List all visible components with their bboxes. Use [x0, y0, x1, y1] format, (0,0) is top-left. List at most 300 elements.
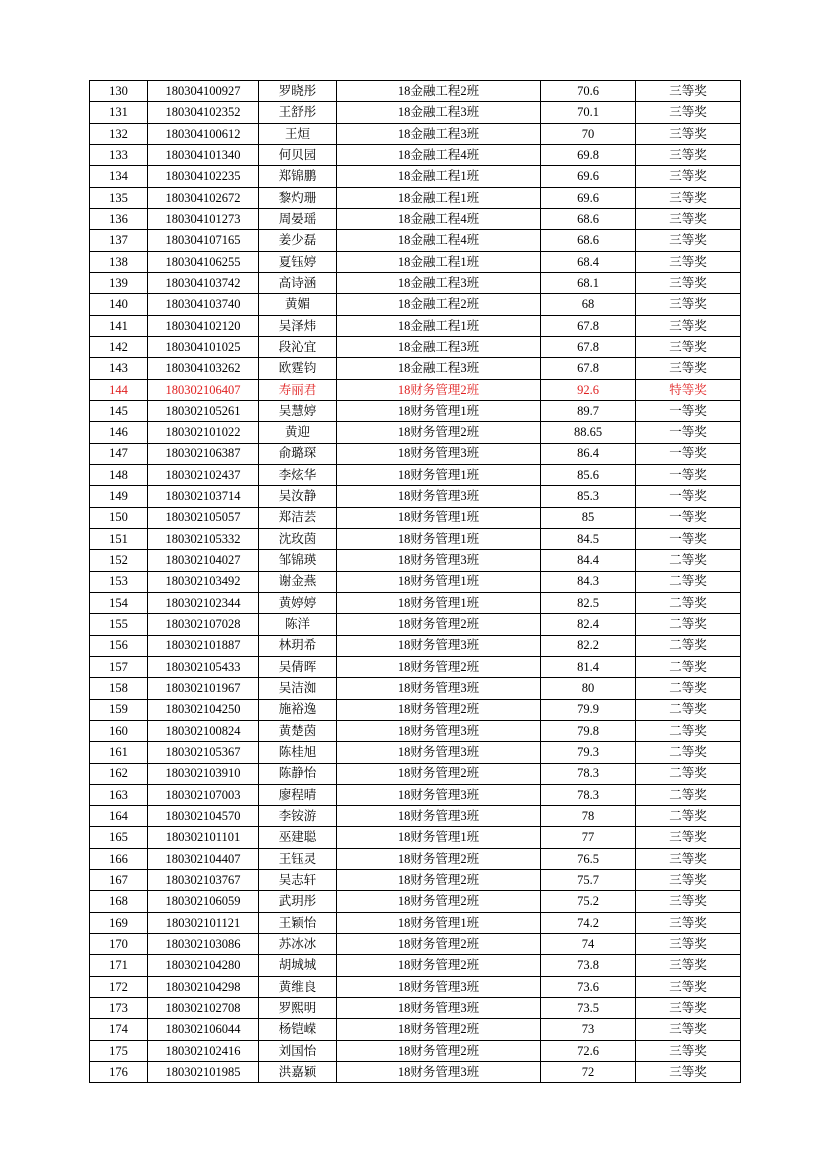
cell-score: 89.7	[541, 400, 636, 421]
cell-award: 二等奖	[636, 614, 741, 635]
cell-student-id: 180302106059	[148, 891, 259, 912]
cell-rank: 154	[90, 592, 148, 613]
cell-rank: 134	[90, 166, 148, 187]
cell-name: 苏冰冰	[259, 934, 337, 955]
cell-class: 18金融工程3班	[337, 358, 541, 379]
cell-name: 李炫华	[259, 464, 337, 485]
cell-student-id: 180302101022	[148, 422, 259, 443]
table-row	[90, 81, 741, 102]
cell-student-id: 180304102352	[148, 102, 259, 123]
cell-class: 18财务管理2班	[337, 614, 541, 635]
cell-rank: 155	[90, 614, 148, 635]
cell-score: 68	[541, 294, 636, 315]
cell-class: 18财务管理2班	[337, 1019, 541, 1040]
cell-award: 三等奖	[636, 891, 741, 912]
cell-class: 18财务管理2班	[337, 422, 541, 443]
cell-class: 18财务管理3班	[337, 443, 541, 464]
cell-award: 三等奖	[636, 123, 741, 144]
cell-score: 69.6	[541, 187, 636, 208]
cell-rank: 153	[90, 571, 148, 592]
cell-class: 18财务管理3班	[337, 806, 541, 827]
cell-score: 68.4	[541, 251, 636, 272]
cell-award: 一等奖	[636, 422, 741, 443]
cell-name: 俞璐琛	[259, 443, 337, 464]
cell-name: 杨铠嵘	[259, 1019, 337, 1040]
cell-class: 18金融工程2班	[337, 294, 541, 315]
award-results-table	[89, 80, 741, 1083]
cell-award: 二等奖	[636, 784, 741, 805]
cell-award: 一等奖	[636, 486, 741, 507]
cell-class: 18财务管理1班	[337, 912, 541, 933]
cell-name: 姜少磊	[259, 230, 337, 251]
table-row	[90, 208, 741, 229]
table-row	[90, 827, 741, 848]
cell-rank: 169	[90, 912, 148, 933]
cell-score: 68.6	[541, 230, 636, 251]
cell-rank: 137	[90, 230, 148, 251]
table-row	[90, 144, 741, 165]
cell-class: 18财务管理2班	[337, 656, 541, 677]
cell-rank: 138	[90, 251, 148, 272]
cell-rank: 168	[90, 891, 148, 912]
table-row	[90, 614, 741, 635]
cell-student-id: 180302104570	[148, 806, 259, 827]
cell-award: 三等奖	[636, 81, 741, 102]
table-row	[90, 123, 741, 144]
cell-award: 一等奖	[636, 528, 741, 549]
cell-class: 18金融工程2班	[337, 81, 541, 102]
cell-award: 一等奖	[636, 400, 741, 421]
cell-award: 一等奖	[636, 507, 741, 528]
cell-award: 三等奖	[636, 208, 741, 229]
cell-student-id: 180304103740	[148, 294, 259, 315]
cell-class: 18财务管理1班	[337, 592, 541, 613]
cell-score: 72	[541, 1062, 636, 1083]
cell-score: 70.6	[541, 81, 636, 102]
cell-award: 三等奖	[636, 315, 741, 336]
cell-name: 沈玫茵	[259, 528, 337, 549]
table-row	[90, 720, 741, 741]
cell-student-id: 180302104027	[148, 550, 259, 571]
table-row	[90, 336, 741, 357]
cell-class: 18金融工程3班	[337, 123, 541, 144]
cell-name: 洪嘉颖	[259, 1062, 337, 1083]
cell-student-id: 180304101340	[148, 144, 259, 165]
cell-student-id: 180302107003	[148, 784, 259, 805]
cell-name: 武玥彤	[259, 891, 337, 912]
table-row	[90, 998, 741, 1019]
cell-class: 18财务管理2班	[337, 955, 541, 976]
table-row	[90, 400, 741, 421]
cell-rank: 139	[90, 272, 148, 293]
cell-rank: 149	[90, 486, 148, 507]
cell-name: 罗熙明	[259, 998, 337, 1019]
cell-score: 68.1	[541, 272, 636, 293]
table-row	[90, 912, 741, 933]
cell-rank: 150	[90, 507, 148, 528]
cell-class: 18财务管理2班	[337, 891, 541, 912]
cell-class: 18金融工程1班	[337, 187, 541, 208]
cell-rank: 131	[90, 102, 148, 123]
cell-rank: 157	[90, 656, 148, 677]
cell-award: 三等奖	[636, 166, 741, 187]
cell-student-id: 180304102120	[148, 315, 259, 336]
cell-student-id: 180302105367	[148, 742, 259, 763]
cell-student-id: 180304107165	[148, 230, 259, 251]
cell-rank: 156	[90, 635, 148, 656]
table-row	[90, 507, 741, 528]
cell-student-id: 180302101967	[148, 678, 259, 699]
cell-student-id: 180302103492	[148, 571, 259, 592]
cell-rank: 159	[90, 699, 148, 720]
cell-class: 18财务管理2班	[337, 763, 541, 784]
cell-student-id: 180302106044	[148, 1019, 259, 1040]
cell-student-id: 180302105433	[148, 656, 259, 677]
table-row	[90, 443, 741, 464]
cell-name: 吴洁洳	[259, 678, 337, 699]
cell-name: 周晏瑶	[259, 208, 337, 229]
cell-class: 18金融工程3班	[337, 272, 541, 293]
cell-name: 郑洁芸	[259, 507, 337, 528]
cell-name: 黎灼珊	[259, 187, 337, 208]
table-row	[90, 870, 741, 891]
cell-score: 92.6	[541, 379, 636, 400]
cell-award: 三等奖	[636, 230, 741, 251]
cell-class: 18财务管理3班	[337, 998, 541, 1019]
cell-rank: 167	[90, 870, 148, 891]
cell-score: 73.5	[541, 998, 636, 1019]
cell-student-id: 180302106387	[148, 443, 259, 464]
cell-student-id: 180304103742	[148, 272, 259, 293]
table-row	[90, 635, 741, 656]
cell-student-id: 180304100612	[148, 123, 259, 144]
cell-award: 二等奖	[636, 699, 741, 720]
cell-score: 80	[541, 678, 636, 699]
table-row	[90, 1019, 741, 1040]
cell-student-id: 180302102416	[148, 1040, 259, 1061]
table-row	[90, 934, 741, 955]
cell-award: 二等奖	[636, 678, 741, 699]
cell-score: 74	[541, 934, 636, 955]
cell-score: 82.2	[541, 635, 636, 656]
cell-rank: 165	[90, 827, 148, 848]
cell-rank: 143	[90, 358, 148, 379]
cell-class: 18财务管理3班	[337, 976, 541, 997]
cell-score: 84.3	[541, 571, 636, 592]
cell-class: 18财务管理3班	[337, 550, 541, 571]
cell-student-id: 180302101985	[148, 1062, 259, 1083]
cell-class: 18财务管理2班	[337, 379, 541, 400]
cell-rank: 135	[90, 187, 148, 208]
cell-student-id: 180304101273	[148, 208, 259, 229]
cell-class: 18金融工程4班	[337, 208, 541, 229]
cell-rank: 141	[90, 315, 148, 336]
cell-award: 三等奖	[636, 102, 741, 123]
cell-award: 三等奖	[636, 934, 741, 955]
table-row	[90, 678, 741, 699]
cell-student-id: 180302107028	[148, 614, 259, 635]
cell-class: 18财务管理1班	[337, 400, 541, 421]
cell-award: 一等奖	[636, 443, 741, 464]
cell-class: 18财务管理1班	[337, 464, 541, 485]
cell-class: 18财务管理2班	[337, 1040, 541, 1061]
cell-score: 69.8	[541, 144, 636, 165]
cell-name: 寿丽君	[259, 379, 337, 400]
cell-class: 18财务管理3班	[337, 720, 541, 741]
table-row	[90, 891, 741, 912]
cell-award: 三等奖	[636, 1040, 741, 1061]
table-row	[90, 486, 741, 507]
cell-rank: 136	[90, 208, 148, 229]
cell-class: 18财务管理3班	[337, 784, 541, 805]
cell-score: 81.4	[541, 656, 636, 677]
cell-student-id: 180304101025	[148, 336, 259, 357]
cell-name: 罗晓彤	[259, 81, 337, 102]
cell-score: 67.8	[541, 336, 636, 357]
cell-award: 二等奖	[636, 635, 741, 656]
cell-student-id: 180302103910	[148, 763, 259, 784]
cell-student-id: 180302100824	[148, 720, 259, 741]
cell-award: 三等奖	[636, 1062, 741, 1083]
cell-score: 78.3	[541, 784, 636, 805]
cell-score: 73	[541, 1019, 636, 1040]
cell-score: 85.3	[541, 486, 636, 507]
cell-rank: 151	[90, 528, 148, 549]
cell-award: 三等奖	[636, 912, 741, 933]
cell-name: 谢金燕	[259, 571, 337, 592]
cell-name: 黄迎	[259, 422, 337, 443]
cell-rank: 146	[90, 422, 148, 443]
table-row	[90, 848, 741, 869]
cell-rank: 160	[90, 720, 148, 741]
cell-rank: 145	[90, 400, 148, 421]
table-row	[90, 699, 741, 720]
table-row	[90, 272, 741, 293]
cell-award: 二等奖	[636, 763, 741, 784]
cell-award: 二等奖	[636, 656, 741, 677]
cell-student-id: 180302104280	[148, 955, 259, 976]
cell-name: 欧霆钧	[259, 358, 337, 379]
cell-award: 一等奖	[636, 464, 741, 485]
cell-award: 二等奖	[636, 550, 741, 571]
cell-rank: 158	[90, 678, 148, 699]
cell-score: 70	[541, 123, 636, 144]
cell-score: 82.5	[541, 592, 636, 613]
cell-score: 78.3	[541, 763, 636, 784]
cell-student-id: 180302106407	[148, 379, 259, 400]
cell-award: 三等奖	[636, 336, 741, 357]
cell-rank: 173	[90, 998, 148, 1019]
cell-name: 施裕逸	[259, 699, 337, 720]
cell-class: 18金融工程4班	[337, 230, 541, 251]
table-row	[90, 294, 741, 315]
cell-student-id: 180302102708	[148, 998, 259, 1019]
cell-student-id: 180302103086	[148, 934, 259, 955]
cell-student-id: 180304102235	[148, 166, 259, 187]
cell-name: 巫建聪	[259, 827, 337, 848]
cell-student-id: 180302103714	[148, 486, 259, 507]
cell-class: 18财务管理3班	[337, 742, 541, 763]
cell-score: 84.5	[541, 528, 636, 549]
cell-student-id: 180302105057	[148, 507, 259, 528]
cell-class: 18金融工程4班	[337, 144, 541, 165]
cell-rank: 144	[90, 379, 148, 400]
cell-score: 75.2	[541, 891, 636, 912]
table-row	[90, 358, 741, 379]
cell-name: 何贝园	[259, 144, 337, 165]
cell-rank: 171	[90, 955, 148, 976]
cell-name: 刘国怡	[259, 1040, 337, 1061]
cell-class: 18财务管理1班	[337, 571, 541, 592]
cell-award: 三等奖	[636, 976, 741, 997]
table-row	[90, 955, 741, 976]
cell-score: 76.5	[541, 848, 636, 869]
cell-name: 黄维良	[259, 976, 337, 997]
cell-class: 18财务管理2班	[337, 699, 541, 720]
cell-name: 吴泽炜	[259, 315, 337, 336]
cell-score: 67.8	[541, 315, 636, 336]
table-row	[90, 422, 741, 443]
cell-name: 吴慧婷	[259, 400, 337, 421]
cell-award: 特等奖	[636, 379, 741, 400]
cell-student-id: 180302103767	[148, 870, 259, 891]
cell-class: 18财务管理2班	[337, 870, 541, 891]
table-row	[90, 742, 741, 763]
table-row	[90, 102, 741, 123]
cell-rank: 164	[90, 806, 148, 827]
table-row	[90, 230, 741, 251]
table-row	[90, 806, 741, 827]
cell-name: 黄楚茵	[259, 720, 337, 741]
cell-award: 二等奖	[636, 742, 741, 763]
table-row	[90, 528, 741, 549]
table-row	[90, 763, 741, 784]
cell-student-id: 180304102672	[148, 187, 259, 208]
cell-award: 三等奖	[636, 998, 741, 1019]
cell-score: 86.4	[541, 443, 636, 464]
cell-student-id: 180302104298	[148, 976, 259, 997]
table-row	[90, 656, 741, 677]
cell-student-id: 180302104407	[148, 848, 259, 869]
table-row	[90, 592, 741, 613]
cell-award: 二等奖	[636, 720, 741, 741]
cell-rank: 148	[90, 464, 148, 485]
cell-name: 吴汝静	[259, 486, 337, 507]
cell-award: 三等奖	[636, 144, 741, 165]
cell-rank: 132	[90, 123, 148, 144]
cell-rank: 162	[90, 763, 148, 784]
cell-award: 三等奖	[636, 294, 741, 315]
cell-student-id: 180304103262	[148, 358, 259, 379]
cell-award: 三等奖	[636, 358, 741, 379]
cell-class: 18金融工程1班	[337, 251, 541, 272]
cell-name: 邹锦瑛	[259, 550, 337, 571]
cell-award: 三等奖	[636, 187, 741, 208]
cell-score: 75.7	[541, 870, 636, 891]
cell-award: 二等奖	[636, 571, 741, 592]
cell-score: 82.4	[541, 614, 636, 635]
cell-score: 74.2	[541, 912, 636, 933]
cell-class: 18金融工程1班	[337, 315, 541, 336]
cell-name: 王钰灵	[259, 848, 337, 869]
cell-award: 二等奖	[636, 592, 741, 613]
cell-class: 18财务管理3班	[337, 678, 541, 699]
cell-student-id: 180302102344	[148, 592, 259, 613]
cell-award: 三等奖	[636, 955, 741, 976]
cell-rank: 174	[90, 1019, 148, 1040]
cell-score: 73.8	[541, 955, 636, 976]
cell-student-id: 180302104250	[148, 699, 259, 720]
cell-class: 18财务管理3班	[337, 1062, 541, 1083]
cell-class: 18财务管理1班	[337, 528, 541, 549]
cell-rank: 147	[90, 443, 148, 464]
cell-award: 三等奖	[636, 848, 741, 869]
cell-rank: 140	[90, 294, 148, 315]
cell-score: 85	[541, 507, 636, 528]
cell-class: 18金融工程1班	[337, 166, 541, 187]
cell-name: 陈桂旭	[259, 742, 337, 763]
cell-rank: 166	[90, 848, 148, 869]
table-row	[90, 251, 741, 272]
cell-class: 18财务管理1班	[337, 827, 541, 848]
cell-rank: 176	[90, 1062, 148, 1083]
cell-award: 三等奖	[636, 251, 741, 272]
table-row	[90, 976, 741, 997]
cell-name: 吴倩晖	[259, 656, 337, 677]
cell-score: 79.8	[541, 720, 636, 741]
cell-student-id: 180302102437	[148, 464, 259, 485]
cell-rank: 163	[90, 784, 148, 805]
cell-rank: 161	[90, 742, 148, 763]
table-row	[90, 571, 741, 592]
cell-name: 陈洋	[259, 614, 337, 635]
cell-name: 陈静怡	[259, 763, 337, 784]
cell-name: 高诗涵	[259, 272, 337, 293]
cell-rank: 142	[90, 336, 148, 357]
cell-award: 三等奖	[636, 870, 741, 891]
cell-name: 李铵游	[259, 806, 337, 827]
cell-score: 70.1	[541, 102, 636, 123]
cell-score: 77	[541, 827, 636, 848]
cell-class: 18财务管理3班	[337, 486, 541, 507]
table-row	[90, 166, 741, 187]
cell-award: 二等奖	[636, 806, 741, 827]
cell-student-id: 180302105332	[148, 528, 259, 549]
table-row	[90, 379, 741, 400]
cell-name: 王舒彤	[259, 102, 337, 123]
cell-score: 72.6	[541, 1040, 636, 1061]
cell-rank: 172	[90, 976, 148, 997]
table-row	[90, 1062, 741, 1083]
cell-student-id: 180304106255	[148, 251, 259, 272]
cell-award: 三等奖	[636, 1019, 741, 1040]
cell-name: 林玥希	[259, 635, 337, 656]
cell-class: 18财务管理2班	[337, 934, 541, 955]
cell-score: 68.6	[541, 208, 636, 229]
cell-name: 黄婷婷	[259, 592, 337, 613]
cell-score: 79.9	[541, 699, 636, 720]
cell-name: 夏钰婷	[259, 251, 337, 272]
cell-student-id: 180304100927	[148, 81, 259, 102]
cell-score: 84.4	[541, 550, 636, 571]
cell-rank: 175	[90, 1040, 148, 1061]
table-row	[90, 187, 741, 208]
cell-rank: 170	[90, 934, 148, 955]
cell-name: 郑锦鹏	[259, 166, 337, 187]
cell-name: 王颖怡	[259, 912, 337, 933]
cell-student-id: 180302105261	[148, 400, 259, 421]
table-row	[90, 784, 741, 805]
